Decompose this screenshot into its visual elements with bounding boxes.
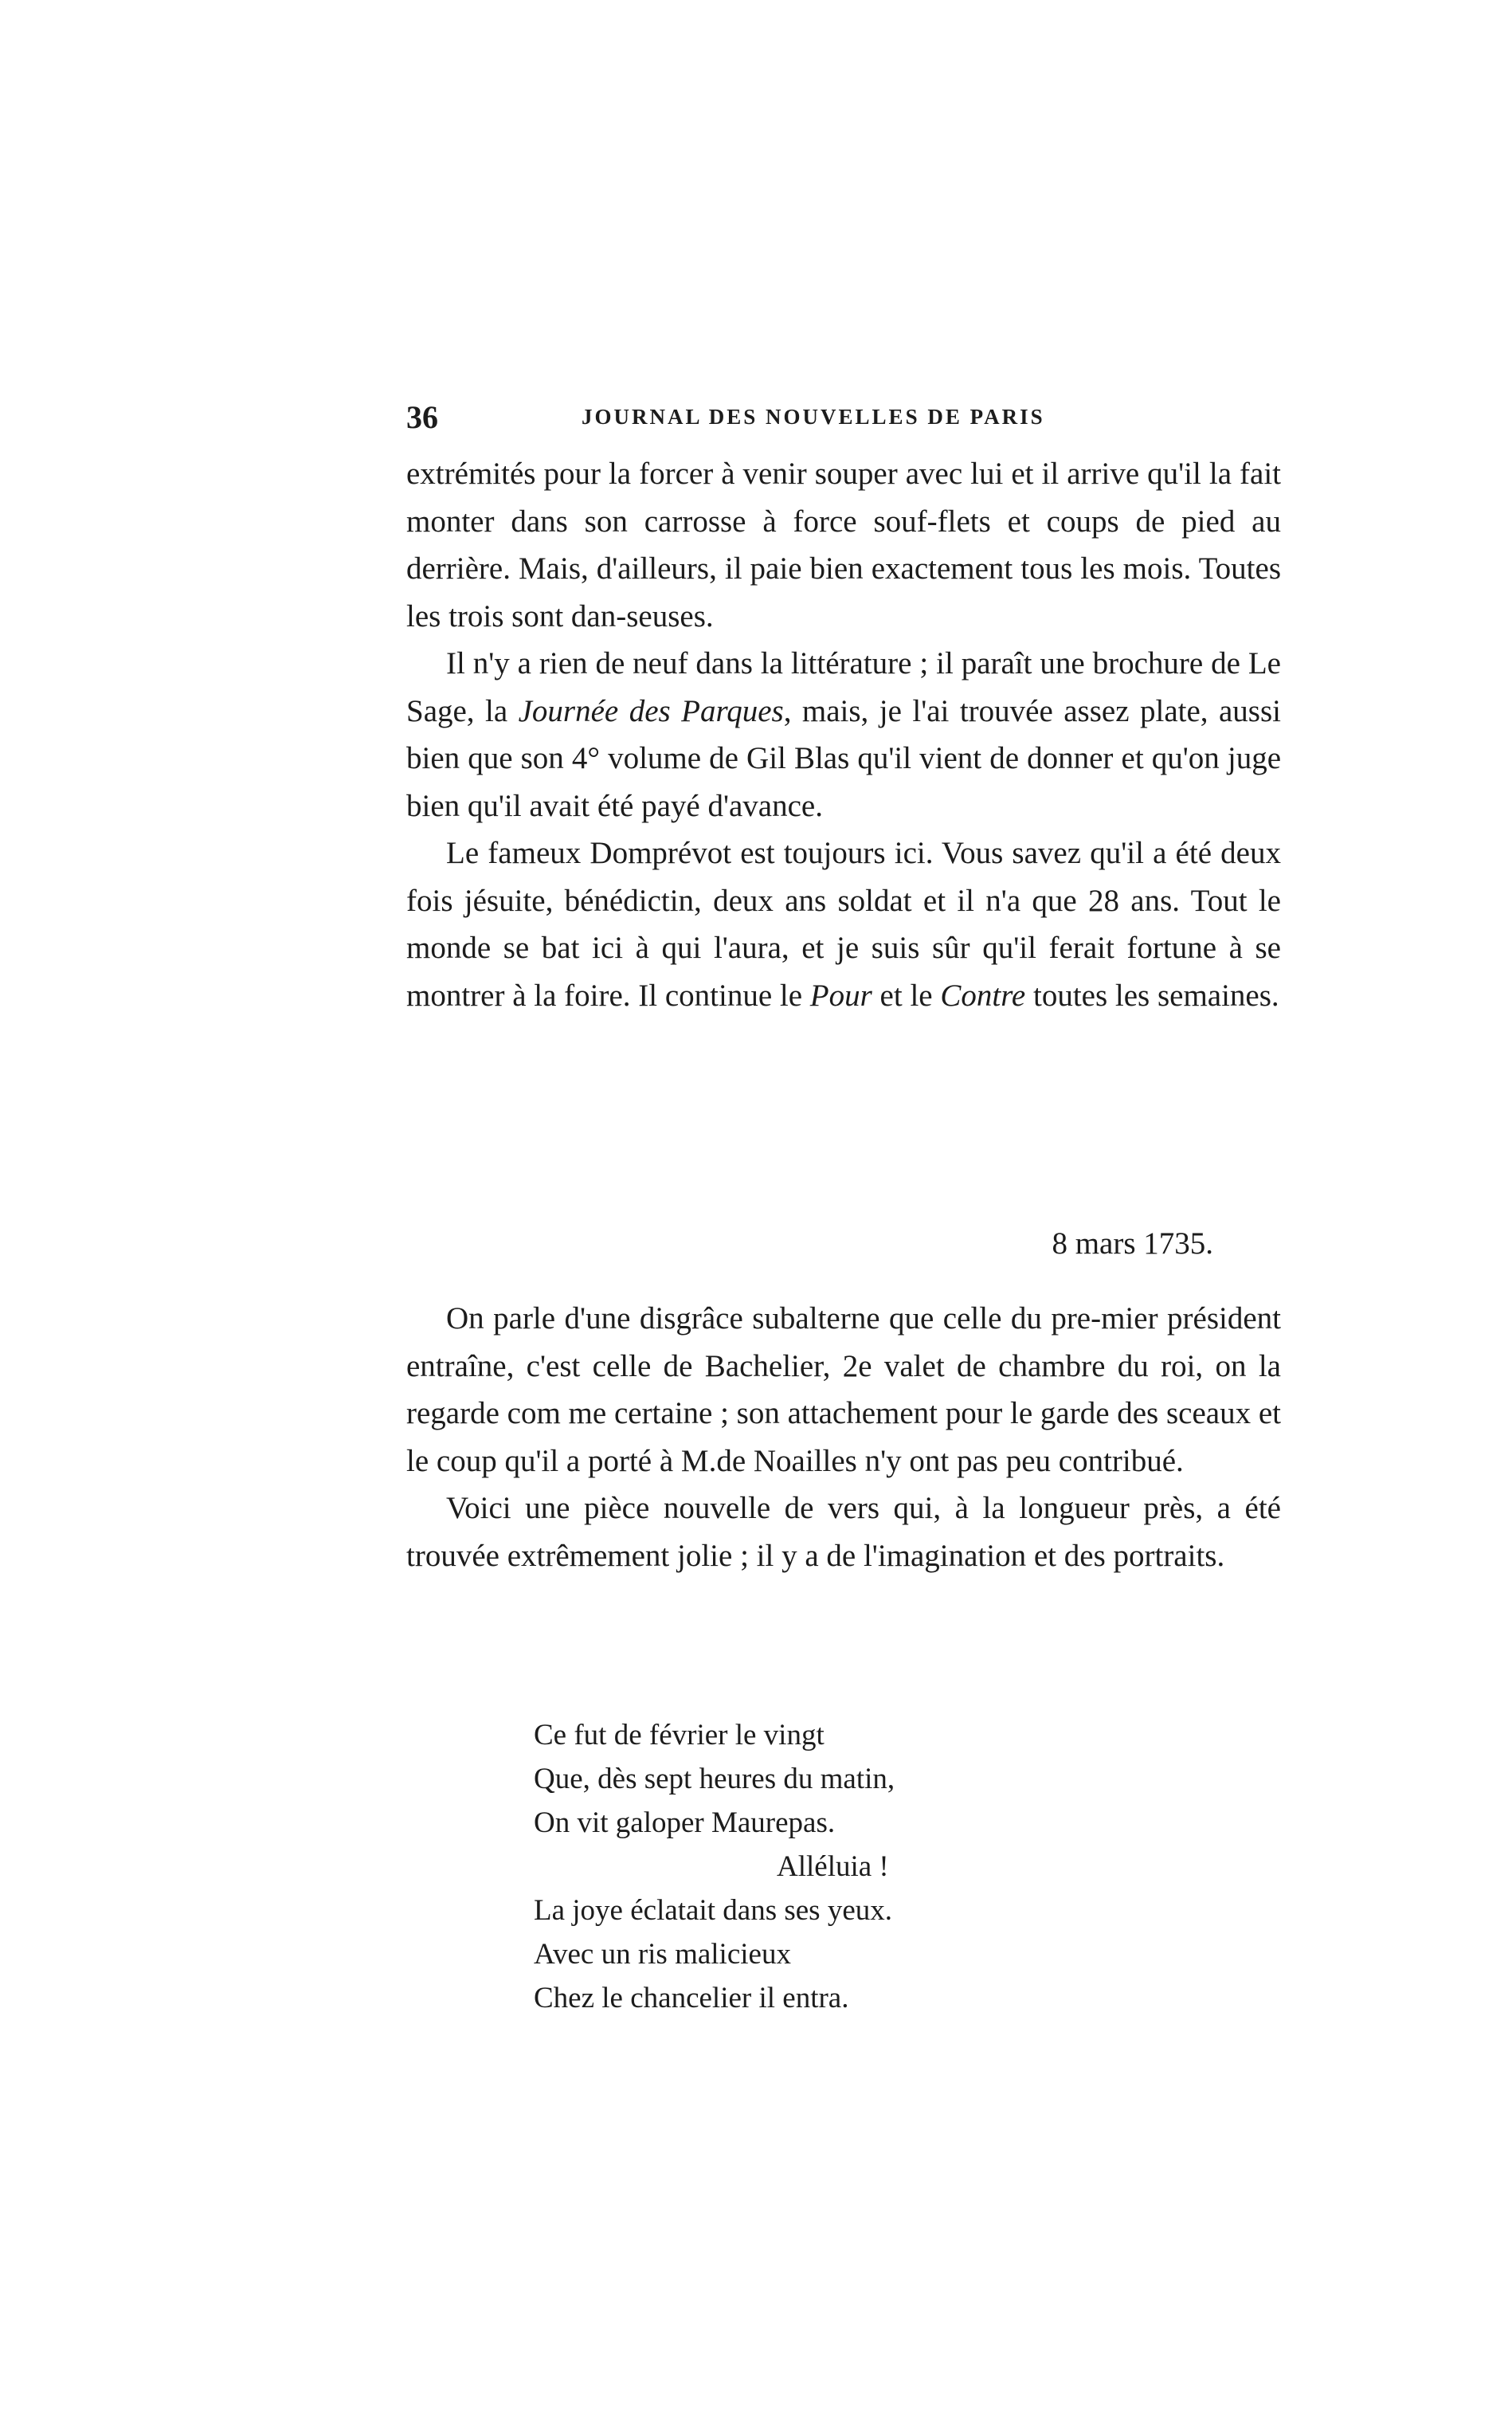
verse-line: Avec un ris malicieux [534,1938,791,1971]
paragraph-2-text-b: , mais, je l'ai trouvée assez plate, aussi bien que son 4° volume de Gil Blas qu'il vient de donner et qu'on juge bien qu'il avait été payé d'avance. [406,693,1281,823]
paragraph-3-italic-contre: Contre [940,978,1026,1013]
text-block-bottom [406,1295,1281,1579]
verse-line: Chez le chancelier il entra. [534,1982,849,2014]
paragraph-2 [406,640,1281,830]
dateline: 8 mars 1735. [1052,1226,1213,1261]
page-number: 36 [406,399,438,435]
running-head [406,398,1267,446]
paragraph-2-italic-title: Journée des Parques [518,693,784,728]
verse-block [534,1713,895,2020]
paragraph-3-italic-pour: Pour [809,978,872,1013]
paragraph-2-text-a: Il n'y a rien de neuf dans la littérature ; il paraît une brochure de Le Sage, la [406,646,1281,728]
verse-line: On vit galoper Maurepas. [534,1806,836,1839]
paragraph-5: Voici une pièce nouvelle de vers qui, à la longueur près, a été trouvée extrêmement jolie ; il y a de l'imagination et des portraits. [406,1491,1281,1573]
paragraph-1: extrémités pour la forcer à venir souper avec lui et il arrive qu'il la fait monter dans son carrosse à force souf-flets et coups de pied au derrière. Mais, d'ailleurs, il paie bien exactement tous les mois. Toutes les trois sont dan-seuses. [406,457,1281,633]
paragraph-4: On parle d'une disgrâce subalterne que celle du pre-mier président entraîne, c'est celle de Bachelier, 2e valet de chambre du roi, on la regarde com me certaine ; son attachement pour le garde des sceaux et le coup qu'il a porté à M.de Noailles n'y ont pas peu contribué. [406,1301,1281,1478]
paragraph-3-text-a: Le fameux Domprévot est toujours ici. Vous savez qu'il a été deux fois jésuite, bénédictin, deux ans soldat et il n'a que 28 ans. Tout le monde se bat ici à qui l'aura, et je suis sûr qu'il ferait fortune à se montrer à la foire. Il continue le [406,836,1281,1013]
paragraph-3-text-b: et le [872,978,941,1013]
verse-line: Ce fut de février le vingt [534,1719,825,1751]
verse-line: La joye éclatait dans ses yeux. [534,1894,892,1927]
verse-refrain: Alléluia ! [777,1850,889,1883]
running-title: JOURNAL DES NOUVELLES DE PARIS [582,405,1045,429]
paragraph-3-text-c: toutes les semaines. [1025,978,1279,1013]
text-block-top [406,450,1281,1019]
verse-line: Que, dès sept heures du matin, [534,1763,895,1795]
paragraph-3 [406,830,1281,1019]
